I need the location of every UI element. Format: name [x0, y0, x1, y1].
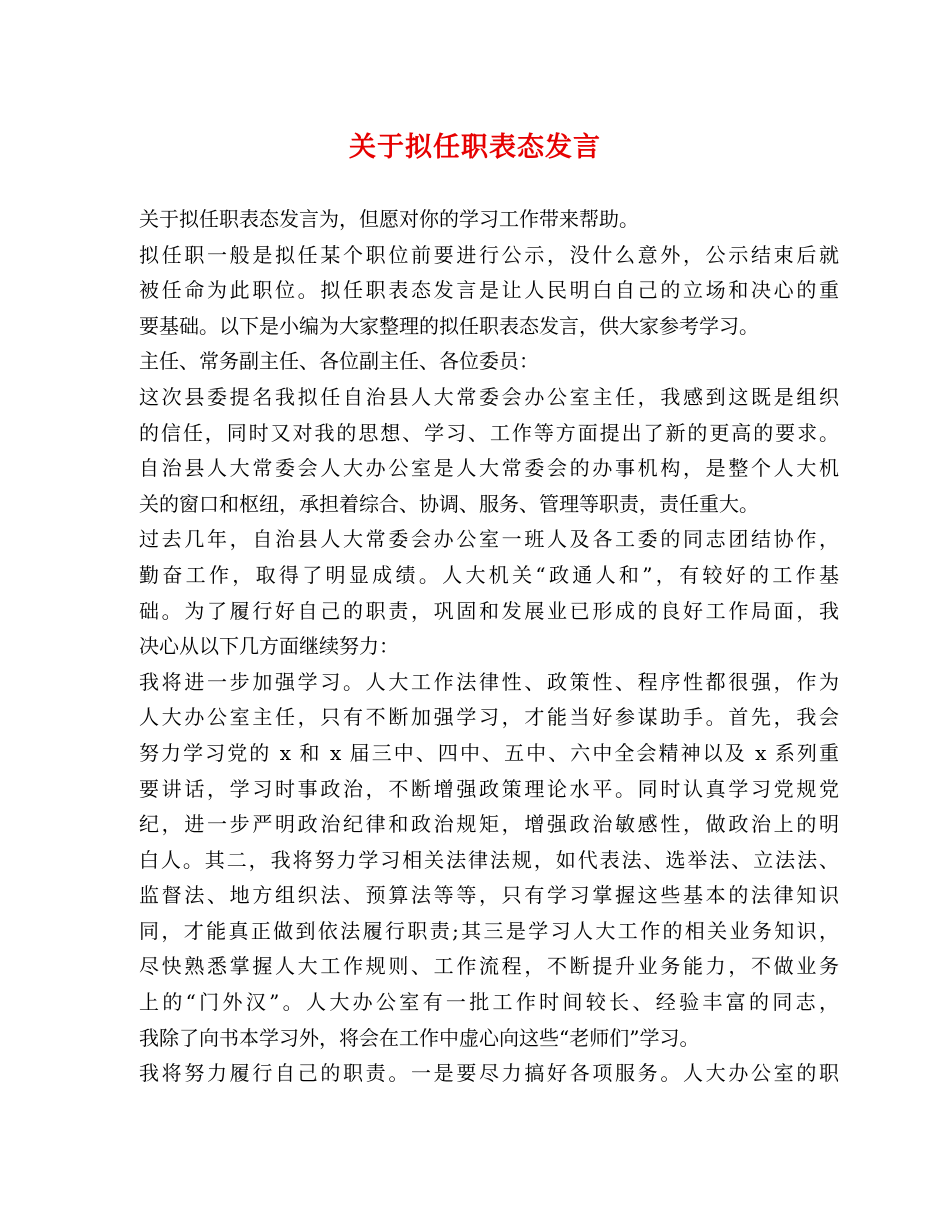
- text-line: 关的窗口和枢纽，承担着综合、协调、服务、管理等职责，责任重大。: [139, 491, 759, 516]
- text-line: 我将进一步加强学习。人大工作法律性、政策性、程序性都很强，作为: [139, 669, 839, 694]
- text-line: 白人。其二，我将努力学习相关法律法规，如代表法、选举法、立法法、: [139, 847, 839, 872]
- text-line: 勤奋工作，取得了明显成绩。人大机关“政通人和”，有较好的工作基: [139, 562, 839, 587]
- text-line: 决心从以下几方面继续努力：: [139, 634, 399, 659]
- text-line: 关于拟任职表态发言为，但愿对你的学习工作带来帮助。: [139, 207, 639, 231]
- text-line: 上的“门外汉”。人大办公室有一批工作时间较长、经验丰富的同志，: [139, 990, 839, 1015]
- text-line: 监督法、地方组织法、预算法等等，只有学习掌握这些基本的法律知识: [139, 883, 839, 908]
- text-line: 尽快熟悉掌握人大工作规则、工作流程，不断提升业务能力，不做业务: [139, 954, 839, 979]
- text-line: 人大办公室主任，只有不断加强学习，才能当好参谋助手。首先，我会: [139, 705, 839, 730]
- document-body: [139, 202, 839, 1092]
- document-title: 关于拟任职表态发言: [349, 132, 601, 163]
- text-line: 我将努力履行自己的职责。一是要尽力搞好各项服务。人大办公室的职: [139, 1061, 839, 1086]
- text-line: 被任命为此职位。拟任职表态发言是让人民明白自己的立场和决心的重: [139, 278, 839, 303]
- text-line: 同，才能真正做到依法履行职责;其三是学习人大工作的相关业务知识，: [139, 918, 839, 943]
- text-line: 自治县人大常委会人大办公室是人大常委会的办事机构，是整个人大机: [139, 456, 839, 481]
- text-line: 这次县委提名我拟任自治县人大常委会办公室主任，我感到这既是组织: [139, 384, 839, 409]
- text-line: 要讲话，学习时事政治，不断增强政策理论水平。同时认真学习党规党: [139, 776, 839, 801]
- text-line: 要基础。以下是小编为大家整理的拟任职表态发言，供大家参考学习。: [139, 313, 759, 338]
- text-line: 础。为了履行好自己的职责，巩固和发展业已形成的良好工作局面，我: [139, 598, 839, 623]
- text-line: 过去几年，自治县人大常委会办公室一班人及各工委的同志团结协作，: [139, 527, 839, 552]
- text-line: 拟任职一般是拟任某个职位前要进行公示，没什么意外，公示结束后就: [139, 242, 839, 267]
- text-line: 的信任，同时又对我的思想、学习、工作等方面提出了新的更高的要求。: [139, 420, 839, 445]
- text-line: 纪，进一步严明政治纪律和政治规矩，增强政治敏感性，做政治上的明: [139, 812, 839, 837]
- text-line: 努力学习党的 x 和 x 届三中、四中、五中、六中全会精神以及 x 系列重: [139, 740, 839, 765]
- text-line: 我除了向书本学习外，将会在工作中虚心向这些“老师们”学习。: [139, 1025, 700, 1050]
- text-line: 主任、常务副主任、各位副主任、各位委员：: [139, 349, 539, 374]
